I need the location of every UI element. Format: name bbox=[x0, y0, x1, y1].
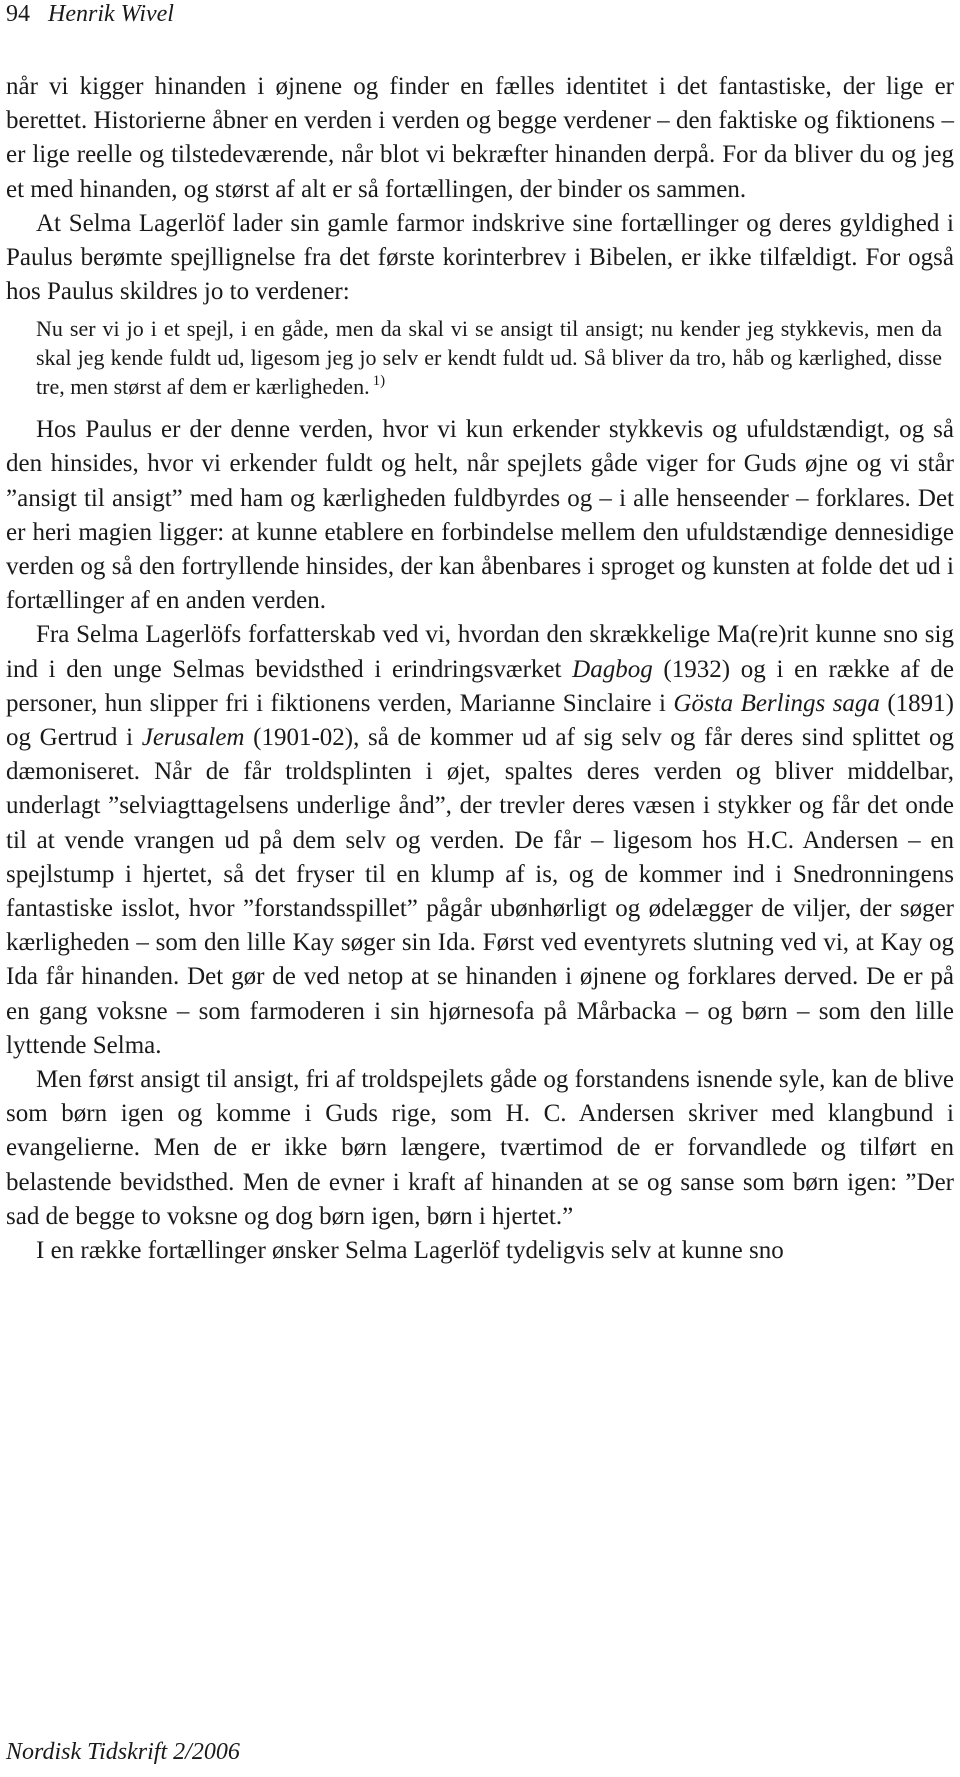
footnote-marker: 1) bbox=[372, 372, 386, 389]
title-jerusalem: Jerusalem bbox=[141, 724, 245, 752]
running-head-author: Henrik Wivel bbox=[48, 1, 174, 27]
title-gosta-berlings-saga: Gösta Berlings saga bbox=[673, 689, 880, 717]
paragraph-4-part-d: (1901-02), så de kommer ud af sig selv og får deres sind splittet og dæmoniseret. Når de får troldsplinten i øjet, spaltes deres verden og bliver middelbar, underlagt ”selviagttagelsens underlige ånd”, der trevler deres væsen i stykker og får det onde til at vende vrangen ud på dem selv og verden. De får – ligesom hos H.C. Andersen – en spejlstump i hjertet, så det fryser til en klump af is, og de kommer ind i Snedronningens fantastiske isslot, hvor ”forstandsspillet” pågår ubønhørligt og ødelægger de viljer, der søger kærligheden – som den lille Kay søger sin Ida. Først ved eventyrets slutning ved vi, at Kay og Ida får hinanden. Det gør de ved netop at se hinanden i øjnene og forklares derved. De er på en gang voksne – som farmoderen i sin hjørnesofa på Mårbacka – og børn – som den lille lyttende Selma. bbox=[6, 724, 954, 1059]
body-text bbox=[6, 70, 954, 1268]
running-head bbox=[6, 0, 174, 28]
block-quote bbox=[36, 315, 942, 401]
paragraph-6: I en række fortællinger ønsker Selma Lagerlöf tydeligvis selv at kunne sno bbox=[36, 1237, 784, 1265]
paragraph-4 bbox=[6, 618, 954, 1063]
paragraph-4-part-a: Fra Selma Lagerlöfs forfatterskab ved vi, hvordan den skrækkelige Ma(re)rit kunne sno sig ind i den unge Selmas bevidsthed i erindringsværket bbox=[6, 621, 954, 683]
paragraph-5: Men først ansigt til ansigt, fri af troldspejlets gåde og forstandens isnende syle, kan de blive som børn igen og komme i Guds rige, som H. C. Andersen skriver med klangbund i evangelierne. Men de er ikke børn længere, tværtimod de er forvandlede og tilført en belastende bevidsthed. Men de evner i kraft af hinanden at se og sanse som børn igen: ”Der sad de begge to voksne og dog børn igen, børn i hjertet.” bbox=[6, 1066, 954, 1230]
paragraph-4-part-c: (1891) og Gertrud i bbox=[6, 689, 955, 752]
title-dagbog: Dagbog bbox=[572, 655, 653, 683]
block-quote-text: Nu ser vi jo i et spejl, i en gåde, men da skal vi se ansigt til ansigt; nu kender jeg stykkevis, men da skal jeg kende fuldt ud, ligesom jeg jo selv er kendt fuldt ud. Så bliver da tro, håb og kærlighed, disse tre, men størst af dem er kærligheden. bbox=[36, 316, 942, 399]
paragraph-3: Hos Paulus er der denne verden, hvor vi kun erkender stykkevis og ufuldstændigt, og så den hinsides, hvor vi erkender fuldt og helt, når spejlets gåde viger for Guds øjne og vi står ”ansigt til ansigt” med ham og kærligheden fuldbyrdes og – i alle henseender – forklares. Det er heri magien ligger: at kunne etablere en forbindelse mellem den ufuldstændige dennesidige verden og så den fortryllende hinsides, der kan åbenbares i sproget og kunsten at folde det ud i fortællinger af en anden verden. bbox=[6, 416, 954, 615]
journal-footer: Nordisk Tidskrift 2/2006 bbox=[6, 1739, 240, 1765]
paragraph-2: At Selma Lagerlöf lader sin gamle farmor indskrive sine fortællinger og deres gyldighed i Paulus berømte spejllignelse fra det første korinterbrev i Bibelen, er ikke tilfældigt. For også hos Paulus skildres jo to verdener: bbox=[6, 209, 954, 306]
paragraph-4-part-b: (1932) og i en række af de personer, hun slipper fri i fiktionens verden, Marianne Sinclaire i bbox=[6, 655, 954, 717]
paragraph-1: når vi kigger hinanden i øjnene og finder en fælles identitet i det fantastiske, der lige er berettet. Historierne åbner en verden i verden og begge verdener – den faktiske og fiktionens – er lige reelle og tilstedeværende, når blot vi bekræfter hinanden derpå. For da bliver du og jeg et med hinanden, og størst af alt er så fortællingen, der binder os sammen. bbox=[6, 73, 954, 203]
page-number: 94 bbox=[6, 1, 30, 27]
